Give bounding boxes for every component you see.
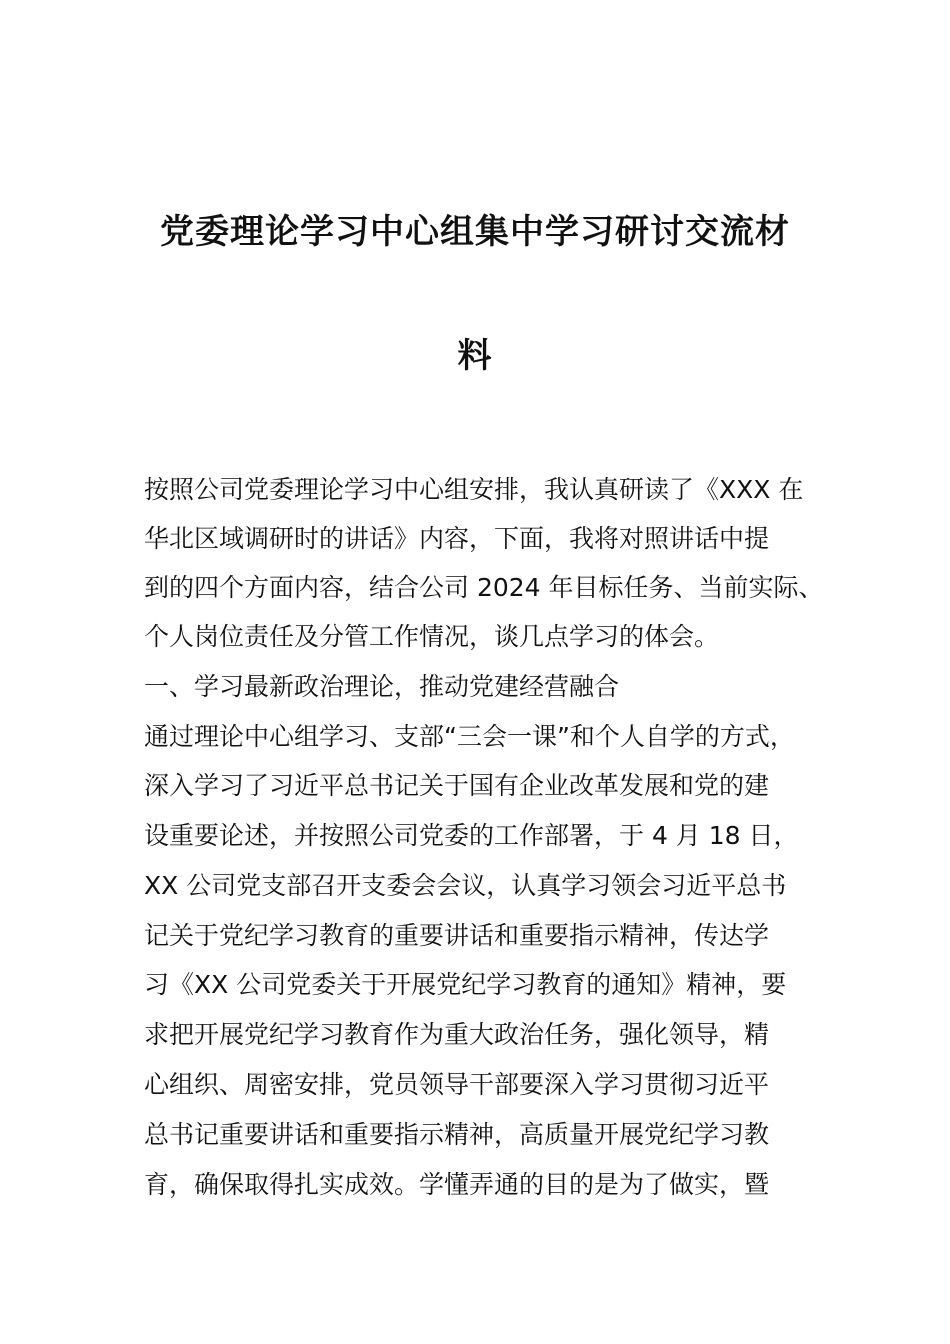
body-line: 总书记重要讲话和重要指示精神，高质量开展党纪学习教	[144, 1120, 770, 1149]
body-line: 按照公司党委理论学习中心组安排，我认真研读了《XXX 在	[144, 475, 804, 504]
section-heading: 一、学习最新政治理论，推动党建经营融合	[144, 672, 620, 701]
body-line: 记关于党纪学习教育的重要讲话和重要指示精神，传达学	[144, 921, 770, 950]
body-line: 育，确保取得扎实成效。学懂弄通的目的是为了做实，暨	[144, 1170, 770, 1199]
body-line: 心组织、周密安排，党员领导干部要深入学习贯彻习近平	[144, 1070, 770, 1099]
body-line: 求把开展党纪学习教育作为重大政治任务，强化领导，精	[144, 1020, 770, 1049]
body-line: 深入学习了习近平总书记关于国有企业改革发展和党的建	[144, 771, 770, 800]
body-line: 设重要论述，并按照公司党委的工作部署，于 4 月 18 日，	[144, 821, 799, 850]
body-line: 习《XX 公司党委关于开展党纪学习教育的通知》精神，要	[144, 970, 787, 999]
body-line: 个人岗位责任及分管工作情况，谈几点学习的体会。	[144, 622, 720, 651]
body-line: 华北区域调研时的讲话》内容，下面，我将对照讲话中提	[144, 524, 770, 553]
body-line: 到的四个方面内容，结合公司 2024 年目标任务、当前实际、	[144, 573, 824, 602]
document-title-line-2: 料	[457, 336, 493, 376]
document-title-line-1: 党委理论学习中心组集中学习研讨交流材	[160, 212, 790, 252]
body-line: XX 公司党支部召开支委会会议，认真学习领会习近平总书	[144, 871, 787, 900]
body-line: 通过理论中心组学习、支部“三会一课”和个人自学的方式，	[144, 722, 795, 751]
